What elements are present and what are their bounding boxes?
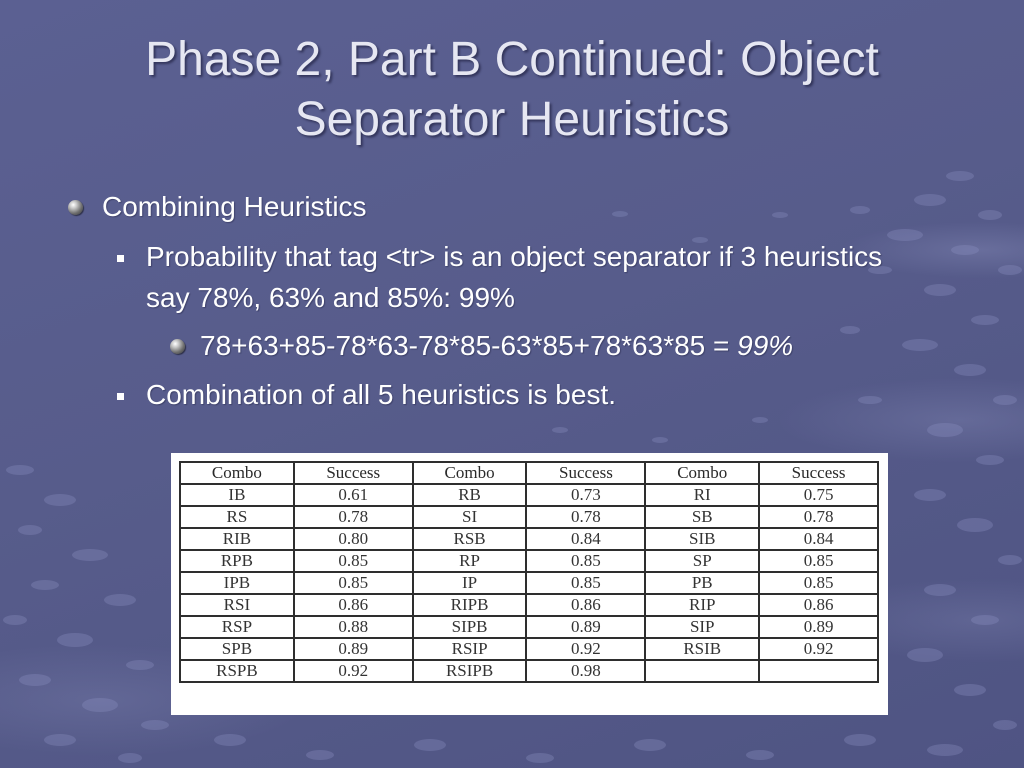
table-row bbox=[180, 528, 878, 550]
table-row bbox=[180, 572, 878, 594]
sphere-bullet-icon bbox=[170, 339, 185, 354]
formula-result: 99% bbox=[737, 330, 794, 361]
table-cell: SPB bbox=[180, 638, 294, 660]
table-cell: RI bbox=[645, 484, 759, 506]
formula-expression: 78+63+85-78*63-78*85-63*85+78*63*85 = bbox=[200, 330, 738, 361]
table-row bbox=[180, 484, 878, 506]
table-cell: RIB bbox=[180, 528, 294, 550]
table-cell: RSPB bbox=[180, 660, 294, 682]
column-header: Combo bbox=[413, 462, 527, 484]
table-cell: 0.85 bbox=[294, 550, 413, 572]
heuristics-table-panel bbox=[171, 453, 888, 715]
table-cell: 0.84 bbox=[526, 528, 645, 550]
table-cell: IPB bbox=[180, 572, 294, 594]
table-cell: RB bbox=[413, 484, 527, 506]
table-cell: RSIPB bbox=[413, 660, 527, 682]
table-cell: 0.89 bbox=[526, 616, 645, 638]
table-cell: SIP bbox=[645, 616, 759, 638]
sphere-bullet-icon bbox=[68, 200, 83, 215]
table-cell bbox=[759, 660, 878, 682]
table-cell: RSB bbox=[413, 528, 527, 550]
table-cell: SB bbox=[645, 506, 759, 528]
table-cell: RSI bbox=[180, 594, 294, 616]
table-cell: 0.85 bbox=[294, 572, 413, 594]
table-row bbox=[180, 550, 878, 572]
table-cell: 0.78 bbox=[294, 506, 413, 528]
table-cell: 0.85 bbox=[526, 572, 645, 594]
table-cell: 0.88 bbox=[294, 616, 413, 638]
table-cell: 0.85 bbox=[759, 572, 878, 594]
column-header: Success bbox=[294, 462, 413, 484]
column-header: Success bbox=[526, 462, 645, 484]
table-cell: RIPB bbox=[413, 594, 527, 616]
table-cell: 0.75 bbox=[759, 484, 878, 506]
bullet-combining-heuristics: Combining Heuristics bbox=[102, 191, 367, 222]
heuristics-success-table bbox=[179, 461, 879, 683]
table-cell: SI bbox=[413, 506, 527, 528]
bullet-formula bbox=[200, 325, 793, 366]
bullet-combination-best: Combination of all 5 heuristics is best. bbox=[146, 379, 616, 410]
table-header-row bbox=[180, 462, 878, 484]
table-cell: RSIB bbox=[645, 638, 759, 660]
table-cell: RPB bbox=[180, 550, 294, 572]
column-header: Success bbox=[759, 462, 878, 484]
table-row bbox=[180, 660, 878, 682]
table-cell: 0.78 bbox=[526, 506, 645, 528]
table-cell: RS bbox=[180, 506, 294, 528]
square-bullet-icon bbox=[117, 393, 124, 400]
column-header: Combo bbox=[645, 462, 759, 484]
table-cell: 0.73 bbox=[526, 484, 645, 506]
slide-title: Phase 2, Part B Continued: Object Separator Heuristics bbox=[145, 33, 879, 146]
table-cell: 0.84 bbox=[759, 528, 878, 550]
table-cell: 0.92 bbox=[759, 638, 878, 660]
table-cell: RIP bbox=[645, 594, 759, 616]
square-bullet-icon bbox=[117, 255, 124, 262]
table-cell: 0.85 bbox=[759, 550, 878, 572]
table-cell: 0.86 bbox=[526, 594, 645, 616]
table-cell: 0.86 bbox=[294, 594, 413, 616]
table-cell: 0.85 bbox=[526, 550, 645, 572]
column-header: Combo bbox=[180, 462, 294, 484]
table-row bbox=[180, 594, 878, 616]
table-cell: SP bbox=[645, 550, 759, 572]
table-row bbox=[180, 638, 878, 660]
table-cell: 0.86 bbox=[759, 594, 878, 616]
table-cell: 0.89 bbox=[759, 616, 878, 638]
table-cell: 0.89 bbox=[294, 638, 413, 660]
table-cell: 0.78 bbox=[759, 506, 878, 528]
table-cell: RSIP bbox=[413, 638, 527, 660]
table-cell: PB bbox=[645, 572, 759, 594]
table-cell: RSP bbox=[180, 616, 294, 638]
table-cell: SIPB bbox=[413, 616, 527, 638]
table-cell: IB bbox=[180, 484, 294, 506]
table-cell bbox=[645, 660, 759, 682]
table-row bbox=[180, 616, 878, 638]
table-cell: 0.98 bbox=[526, 660, 645, 682]
table-cell: SIB bbox=[645, 528, 759, 550]
bullet-probability-text: Probability that tag <tr> is an object separator if 3 heuristics say 78%, 63% and 85%: 99% bbox=[146, 241, 883, 313]
table-cell: 0.80 bbox=[294, 528, 413, 550]
table-cell: IP bbox=[413, 572, 527, 594]
table-cell: 0.92 bbox=[294, 660, 413, 682]
table-cell: 0.61 bbox=[294, 484, 413, 506]
table-cell: RP bbox=[413, 550, 527, 572]
table-row bbox=[180, 506, 878, 528]
table-cell: 0.92 bbox=[526, 638, 645, 660]
